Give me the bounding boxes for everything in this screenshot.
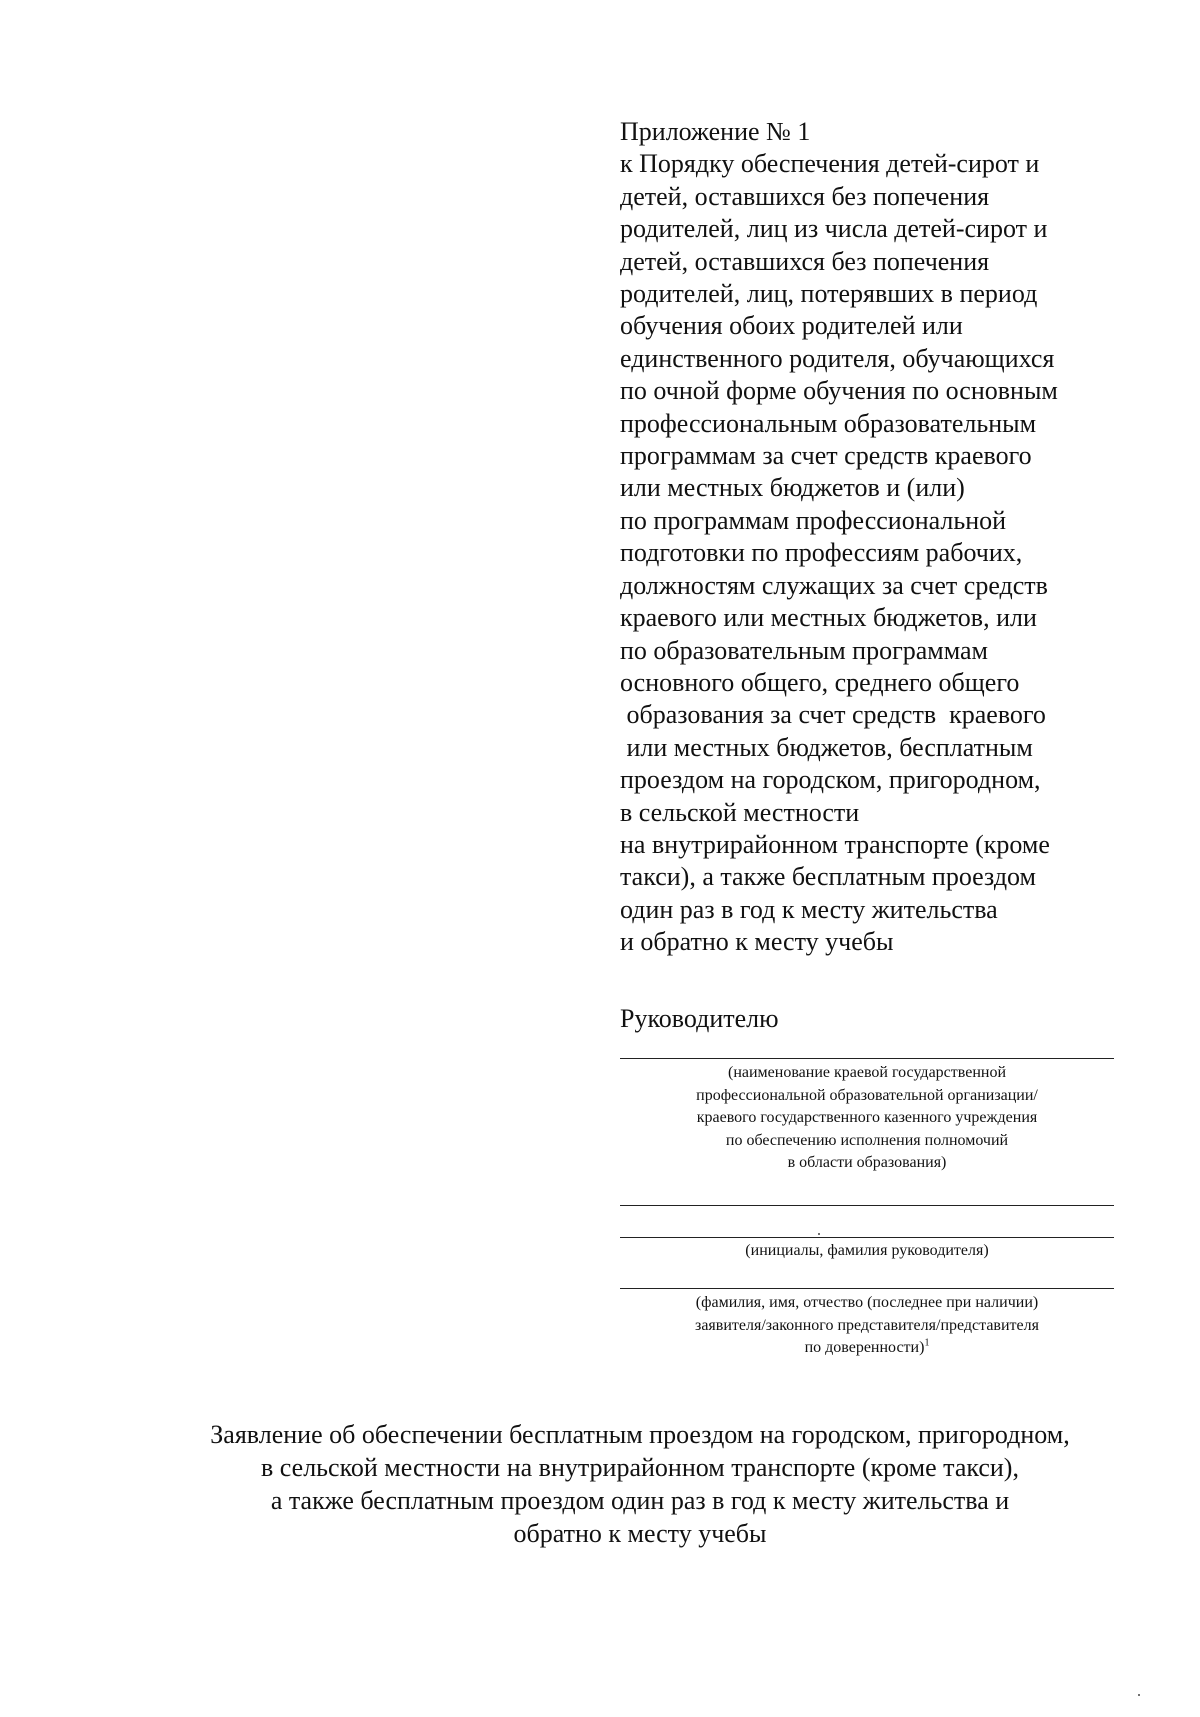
title-line: в сельской местности на внутрирайонном транспорте (кроме такси), — [261, 1453, 1019, 1482]
applicant-name-caption — [620, 1292, 1114, 1360]
appendix-line: и обратно к месту учебы — [620, 927, 894, 957]
appendix-line: в сельской местности — [620, 797, 860, 827]
appendix-header — [620, 116, 1120, 959]
appendix-line: такси), а также бесплатным проездом — [620, 862, 1037, 892]
appendix-line: образования за счет средств краевого — [620, 700, 1046, 730]
caption-line: заявителя/законного представителя/представителя — [695, 1316, 1039, 1334]
appendix-line: краевого или местных бюджетов, или — [620, 603, 1037, 633]
caption-line: в области образования) — [787, 1154, 947, 1171]
organization-name-caption — [620, 1062, 1114, 1175]
appendix-line: к Порядку обеспечения детей-сирот и — [620, 149, 1040, 179]
title-line: обратно к месту учебы — [513, 1519, 767, 1548]
appendix-line: или местных бюджетов, бесплатным — [620, 732, 1033, 762]
appendix-line: основного общего, среднего общего — [620, 667, 1020, 697]
appendix-line: подготовки по профессиям рабочих, — [620, 538, 1023, 568]
appendix-line: по программам профессиональной — [620, 505, 1007, 535]
head-name-caption — [620, 1240, 1114, 1263]
footnote-mark: 1 — [924, 1337, 930, 1349]
caption-line: краевого государственного казенного учреждения — [696, 1109, 1038, 1126]
addressee-label: Руководителю — [620, 1004, 779, 1033]
appendix-line: или местных бюджетов и (или) — [620, 473, 965, 503]
appendix-line: по образовательным программам — [620, 635, 989, 665]
caption-line: по обеспечению исполнения полномочий — [725, 1131, 1009, 1149]
appendix-line: профессиональным образовательным — [620, 408, 1037, 438]
appendix-line: единственного родителя, обучающихся — [620, 343, 1055, 373]
caption-line — [620, 1337, 1114, 1360]
appendix-line: по очной форме обучения по основным — [620, 376, 1058, 406]
caption-line: (инициалы, фамилия руководителя) — [745, 1242, 989, 1259]
organization-name-extra-field — [620, 1205, 1114, 1206]
caption-line-text: по доверенности) — [804, 1339, 925, 1356]
appendix-line: обучения обоих родителей или — [620, 311, 963, 341]
appendix-line: программам за счет средств краевого — [620, 441, 1032, 471]
appendix-line: один раз в год к месту жительства — [620, 894, 998, 924]
appendix-line: на внутрирайонном транспорте (кроме — [620, 829, 1050, 859]
caption-line: (фамилия, имя, отчество (последнее при наличии) — [695, 1294, 1039, 1311]
title-line: а также бесплатным проездом один раз в год к месту жительства и — [270, 1486, 1010, 1515]
appendix-line: проездом на городском, пригородном, — [620, 765, 1041, 795]
scan-speck — [1138, 1694, 1140, 1696]
caption-line: (наименование краевой государственной — [727, 1064, 1007, 1081]
application-title — [100, 1418, 1180, 1550]
applicant-name-field — [620, 1288, 1114, 1289]
head-name-field — [620, 1237, 1114, 1238]
appendix-line: родителей, лиц из числа детей-сирот и — [620, 214, 1048, 244]
appendix-line: родителей, лиц, потерявших в период — [620, 279, 1038, 309]
organization-name-field — [620, 1058, 1114, 1059]
scan-speck — [818, 1233, 820, 1235]
appendix-line: должностям служащих за счет средств — [620, 570, 1048, 600]
caption-line: профессиональной образовательной организации/ — [696, 1086, 1038, 1104]
title-line: Заявление об обеспечении бесплатным проездом на городском, пригородном, — [210, 1420, 1070, 1449]
appendix-line: детей, оставшихся без попечения — [620, 181, 990, 211]
appendix-line: Приложение № 1 — [620, 117, 811, 146]
appendix-line: детей, оставшихся без попечения — [620, 246, 990, 276]
